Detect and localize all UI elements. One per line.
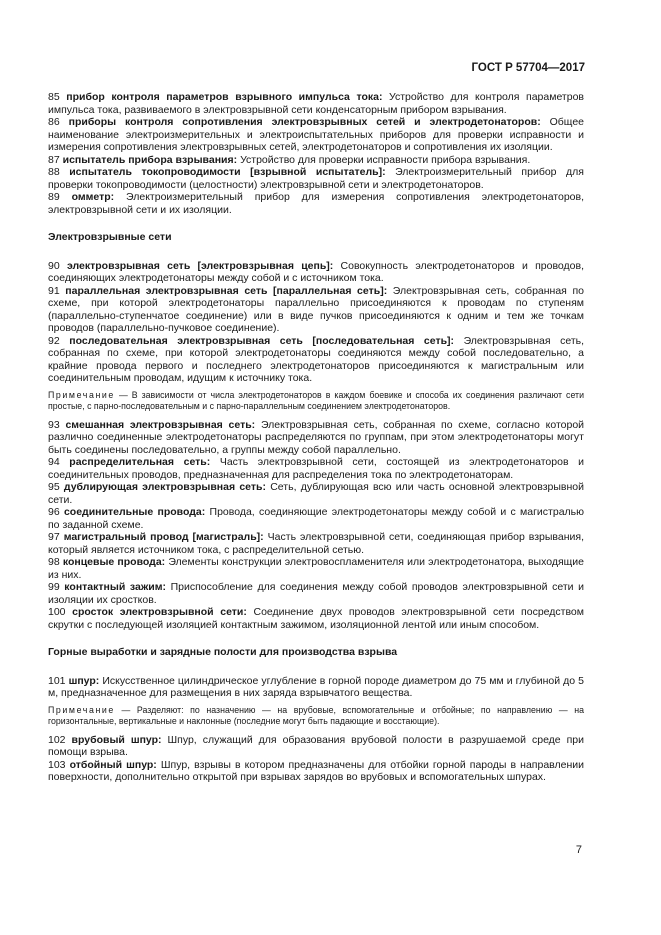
entry-definition: Электроизмерительный прибор для измерения сопротивления электродетонаторов, электровзрывной сети и их изоляции. [48, 191, 585, 216]
term-entry-93 [48, 419, 584, 457]
note-label: Примечание [48, 704, 115, 715]
term-entry-88 [48, 166, 584, 191]
entry-definition: Шпур, взрывы в котором предназначены для отбойки горной пароды в направлении поверхности, дополнительно открытой при взрывах зарядов во врубовых и вспомогательных шпурах. [48, 758, 584, 783]
entry-number: 93 [48, 418, 60, 431]
term-entry-91 [48, 285, 584, 335]
term-entry-85 [48, 91, 584, 116]
entries-group-102-103 [48, 734, 584, 784]
term-entry-99 [48, 581, 584, 606]
term-entry-90 [48, 260, 584, 285]
entry-number: 88 [48, 166, 60, 178]
entry-term: приборы контроля сопротивления электровзрывных сетей и электродетонаторов: [68, 116, 541, 128]
entry-term: магистральный провод [магистраль]: [63, 531, 264, 543]
entries-group-101 [48, 675, 584, 700]
note-network-types [48, 390, 584, 413]
term-entry-97 [48, 531, 584, 556]
term-entry-92 [48, 335, 584, 385]
entries-group-85-89 [48, 91, 584, 216]
note-text: — Разделяют: по назначению — на врубовые, вспомогательные и отбойные; по направлению — на горизонтальные, вертикальные и наклонные (последние могут быть падающие и восстающие). [48, 704, 584, 726]
entry-definition: Электроизмерительный прибор для проверки токопроводимости (целостности) электровзрывной сети и электродетонаторов. [48, 166, 584, 191]
entry-definition: Общее наименование электроизмерительных и электроиспытательных приборов для проверки исправности и измерения сопротивления электровзрывных сетей, электродетонаторов и сопротивления их изоляции. [48, 116, 585, 153]
entry-term: контактный зажим: [64, 581, 166, 593]
entry-definition: Сеть, дублирующая всю или часть основной электровзрывной сети. [48, 481, 584, 506]
term-entry-89 [48, 191, 584, 216]
entry-number: 95 [48, 481, 60, 493]
entry-term: последовательная электровзрывная сеть [последовательная сеть]: [69, 334, 455, 347]
document-body [48, 91, 584, 784]
term-entry-87 [48, 154, 584, 167]
entry-term: распределительная сеть: [69, 456, 211, 468]
entry-definition: Электровзрывная сеть, собранная по схеме, при которой электродетонаторы соединяются между собой последовательно, а крайние провода первого и последнего электродетонаторов присоединяются к магистральным или соединительным проводам, идущим к источнику тока. [48, 334, 585, 384]
entry-definition: Часть электровзрывной сети, соединяющая прибор взрывания, который является источником тока, с распределительной сетью. [48, 531, 585, 556]
term-entry-102 [48, 734, 584, 759]
entry-definition: Электровзрывная сеть, собранная по схеме, при которой электродетонаторы параллельно присоединяются к проводам по ступеням (параллельно-ступенчатое соединение) или в виде пучков присоединяются к одним и тем же точкам проводов (параллельно-пучковое соединение). [48, 284, 584, 334]
entry-definition: Провода, соединяющие электродетонаторы между собой и с магистралью по заданной схеме. [48, 506, 585, 531]
term-entry-103 [48, 759, 584, 784]
entry-number: 87 [48, 153, 60, 166]
section-heading-electroblasting-networks: Электровзрывные сети [48, 231, 172, 243]
entry-term: дублирующая электровзрывная сеть: [63, 481, 266, 493]
term-entry-94 [48, 456, 584, 481]
section-heading-mine-workings: Горные выработки и зарядные полости для производства взрыва [48, 646, 398, 658]
entry-definition: Приспособление для соединения между собой проводов электровзрывной сети и изоляции их сростков. [48, 581, 584, 606]
entries-group-93-100 [48, 419, 584, 632]
entry-definition: Шпур, служащий для образования врубовой полости в разрушаемой среде при помощи взрыва. [48, 733, 585, 758]
note-shothole-types [48, 705, 584, 728]
entry-term: соединительные провода: [63, 506, 206, 518]
term-entry-98 [48, 556, 584, 581]
entry-number: 91 [48, 284, 60, 297]
entry-definition: Электровзрывная сеть, собранная по схеме, согласно которой различно соединенные электродетонаторы распределяются по группам, при этом электродетонаторы могут быть соединены последовательно, а группы между собой параллельно. [48, 418, 585, 456]
term-entry-101 [48, 675, 584, 700]
entry-term: испытатель токопроводимости [взрывной испытатель]: [69, 166, 386, 178]
entry-term: испытатель прибора взрывания: [62, 153, 238, 166]
page-number: 7 [575, 844, 582, 856]
entry-number: 90 [48, 259, 60, 272]
entry-definition: Элементы конструкции электровоспламенителя или электродетонатора, выходящие из них. [48, 556, 585, 581]
term-entry-95 [48, 481, 584, 506]
note-label: Примечание [48, 389, 115, 400]
entry-number: 98 [48, 556, 60, 568]
entry-term: концевые провода: [62, 556, 166, 568]
entry-definition: Часть электровзрывной сети, состоящей из электродетонаторов и соединительных проводов, предназначенная для распределения тока по электродетонаторам. [48, 456, 584, 481]
entry-number: 92 [48, 334, 60, 347]
entry-number: 85 [48, 91, 60, 103]
entry-definition: Соединение двух проводов электровзрывной сети посредством скрутки с последующей изоляцией контактным зажимом, изоляционной лентой или иным способом. [48, 606, 584, 631]
entry-term: шпур: [68, 674, 100, 687]
entry-term: смешанная электровзрывная сеть: [65, 418, 256, 431]
entry-number: 94 [48, 456, 60, 468]
document-header: ГОСТ Р 57704—2017 [471, 62, 585, 74]
term-entry-100 [48, 606, 584, 631]
entry-number: 103 [48, 758, 66, 771]
entry-number: 100 [48, 606, 66, 618]
entry-definition: Совокупность электродетонаторов и проводов, соединяющих электродетонаторы между собой и с источником тока. [48, 259, 584, 284]
entry-number: 86 [48, 116, 60, 128]
entry-term: врубовый шпур: [71, 733, 162, 746]
entries-group-90-92 [48, 260, 584, 385]
entry-number: 99 [48, 581, 60, 593]
term-entry-96 [48, 506, 584, 531]
entry-term: отбойный шпур: [69, 758, 157, 771]
entry-number: 97 [48, 531, 60, 543]
entry-number: 96 [48, 506, 60, 518]
entry-number: 102 [48, 733, 66, 746]
entry-definition: Искусственное цилиндрическое углубление в горной породе диаметром до 75 мм и глубиной до 5 м, предназначенное для размещения в них заряда взрывчатого вещества. [48, 674, 584, 699]
entry-number: 101 [48, 674, 66, 687]
entry-term: параллельная электровзрывная сеть [параллельная сеть]: [65, 284, 388, 297]
note-text: — В зависимости от числа электродетонаторов в каждом боевике и способа их соединения различают сети простые, с парно-последовательным и с парно-параллельным соединением электродетонаторов. [48, 389, 584, 411]
entry-term: электровзрывная сеть [электровзрывная цепь]: [66, 259, 334, 272]
entry-term: сросток электровзрывной сети: [72, 606, 247, 618]
entry-term: прибор контроля параметров взрывного импульса тока: [66, 91, 383, 103]
entry-number: 89 [48, 191, 60, 203]
entry-term: омметр: [71, 191, 115, 203]
entry-definition: Устройство для проверки исправности прибора взрывания. [240, 153, 531, 166]
term-entry-86 [48, 116, 584, 154]
entry-definition: Устройство для контроля параметров импульса тока, развиваемого в электровзрывной сети конденсаторным прибором взрывания. [48, 91, 585, 116]
